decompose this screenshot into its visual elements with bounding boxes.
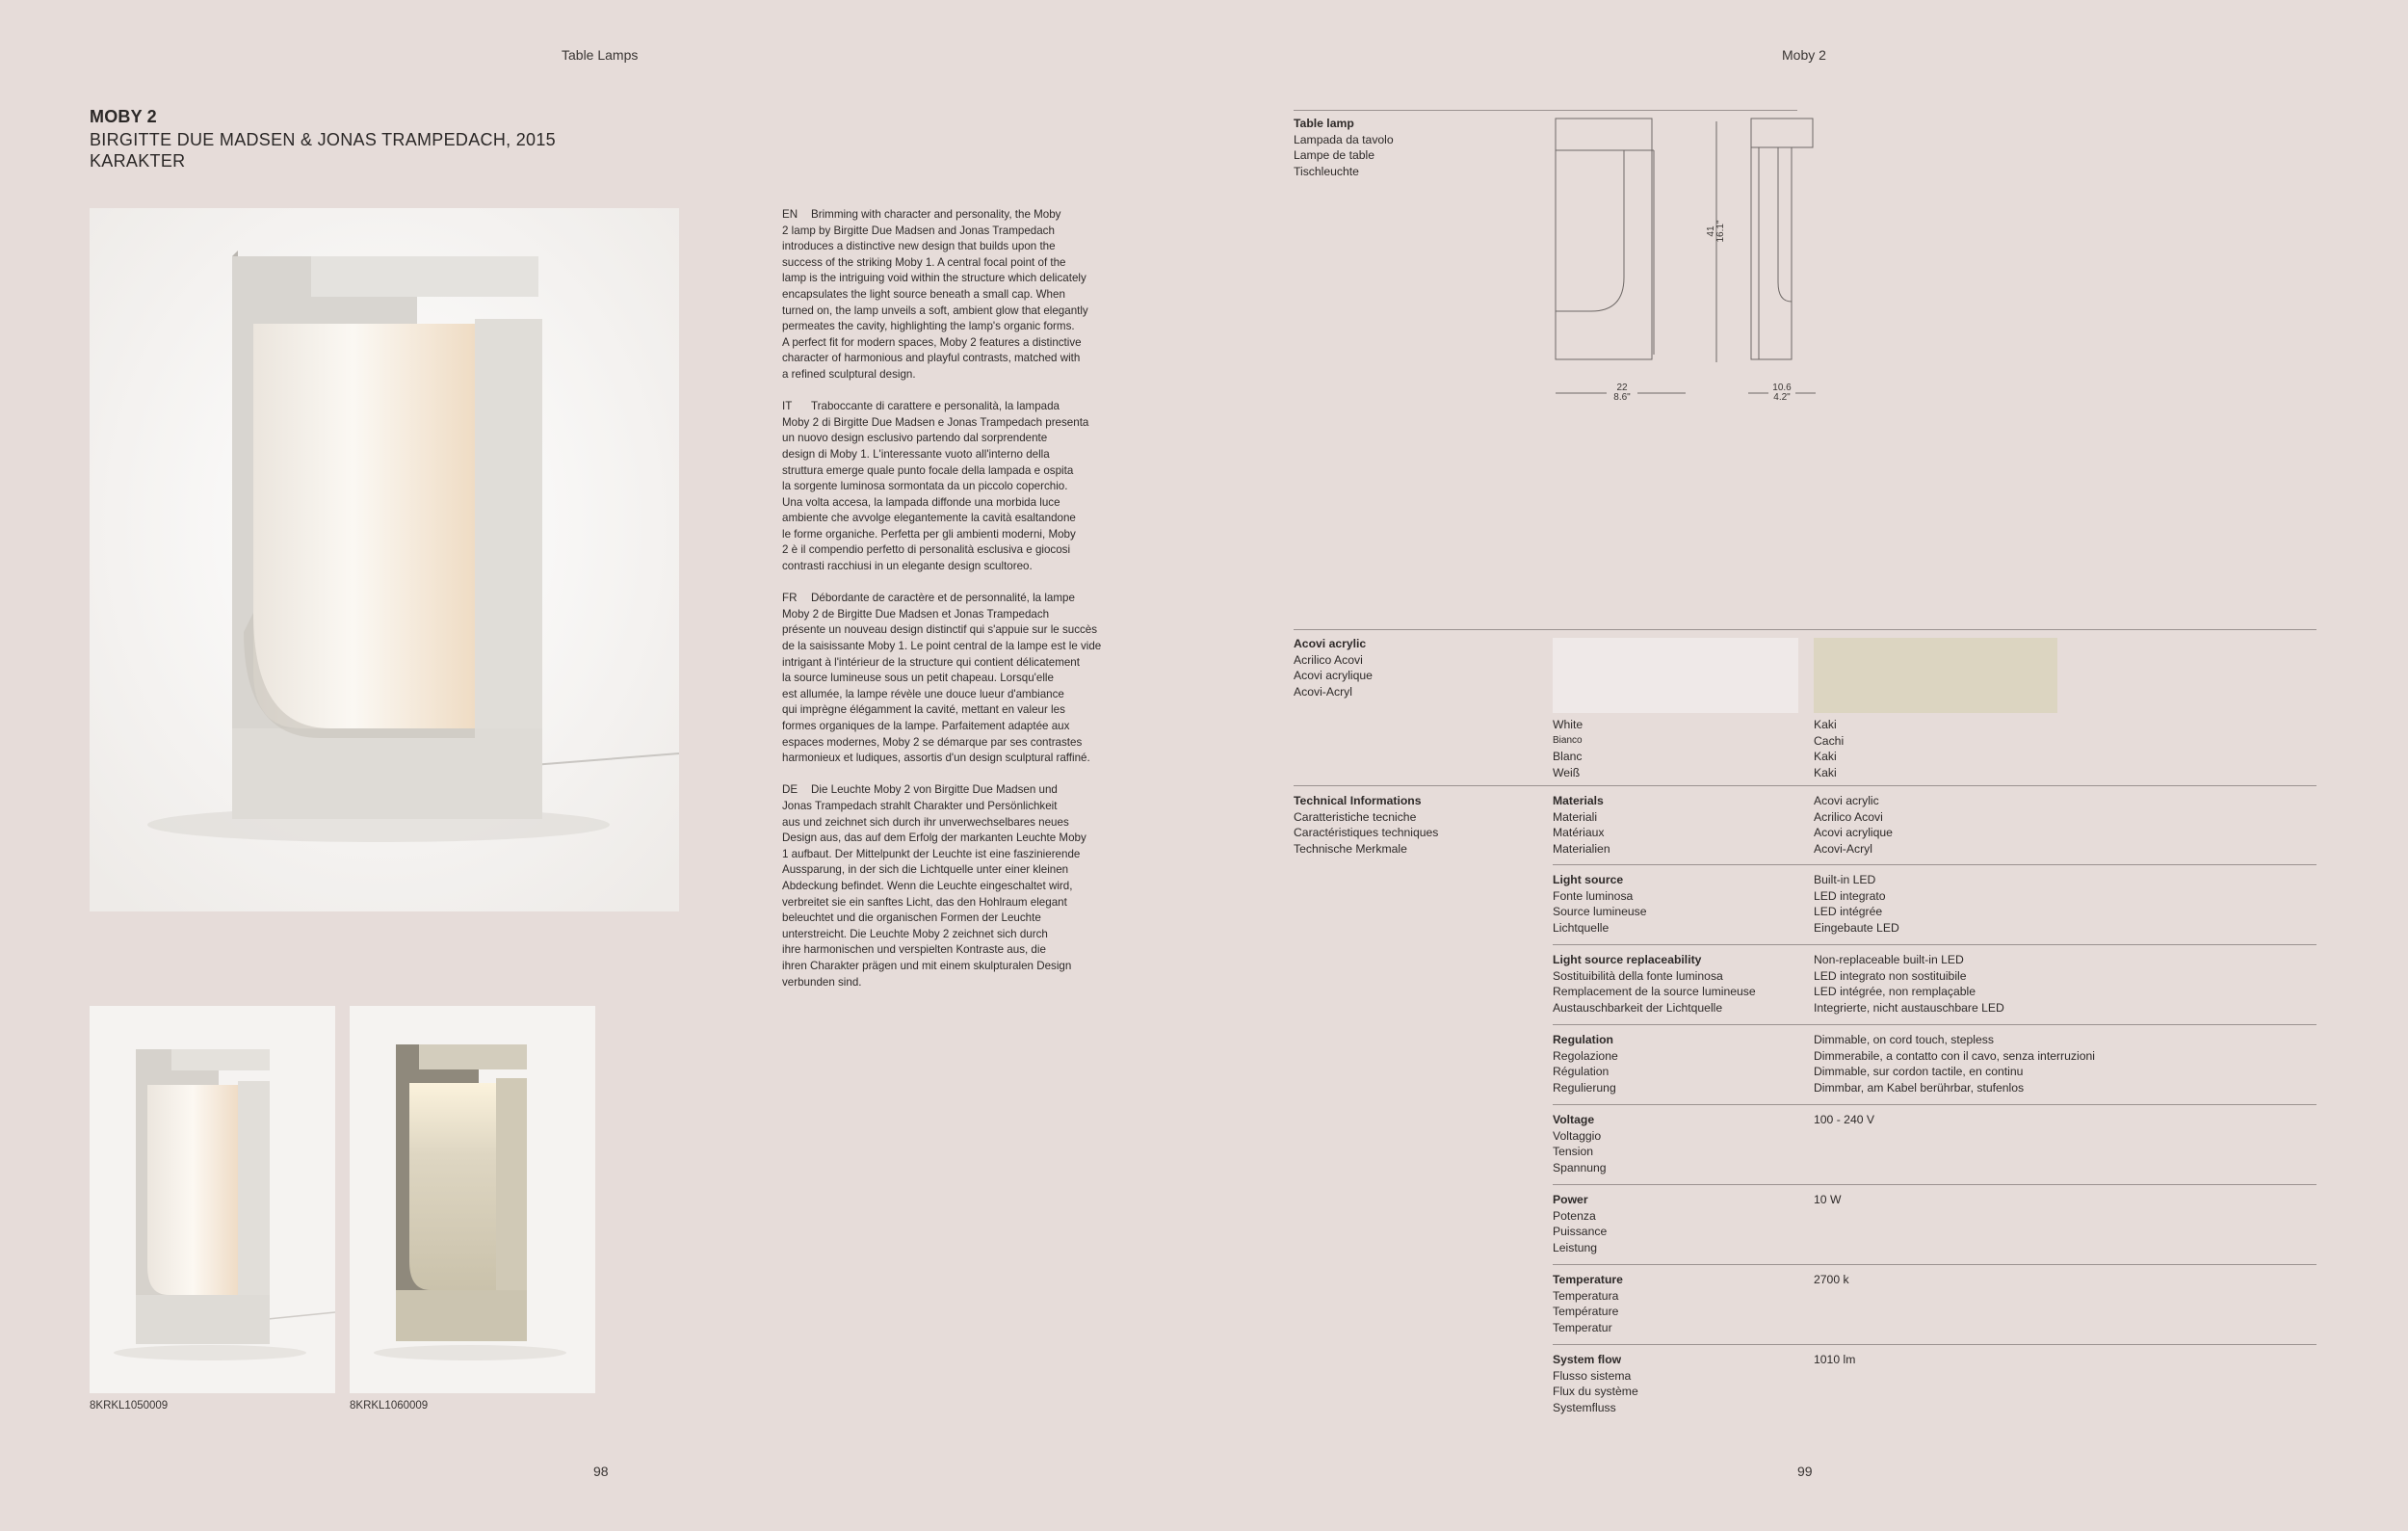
tech-divider: [1294, 785, 2316, 786]
dim-depth-cm: 10.6: [1772, 383, 1792, 393]
desc-line: qui imprègne élégamment la cavité, mettant en valeur les: [782, 703, 1065, 717]
spec-value: LED integrato: [1814, 888, 1886, 903]
type-title: Table lamp: [1294, 117, 1354, 130]
desc-line: un nuovo design esclusivo partendo dal sorprendente: [782, 432, 1048, 445]
tech-line: Technische Merkmale: [1294, 841, 1407, 856]
dimension-drawing: [1541, 114, 1830, 412]
description-it: [782, 399, 1129, 575]
spec-label-group: [1553, 1272, 1623, 1335]
spec-value-group: [1814, 1032, 2095, 1095]
swatch-white-line: Blanc: [1553, 750, 1583, 764]
spec-label-group: [1553, 1192, 1607, 1255]
desc-line: Moby 2 de Birgitte Due Madsen et Jonas Trampedach: [782, 607, 1050, 620]
spec-sub: Materialien: [1553, 841, 1610, 856]
spec-value: LED intégrée: [1814, 905, 1883, 919]
spec-temperature: [1553, 1272, 2316, 1352]
swatch-white-labels: [1553, 717, 1583, 780]
lang-code: EN: [782, 208, 798, 221]
lang-code: IT: [782, 400, 793, 413]
spec-sub: Sostituibilità della fonte luminosa: [1553, 968, 1723, 983]
desc-line: struttura emerge quale punto focale della lampada e ospita: [782, 463, 1074, 477]
spec-sub: Remplacement de la source lumineuse: [1553, 985, 1756, 999]
spec-label: Temperature: [1553, 1273, 1623, 1286]
desc-line: verbunden sind.: [782, 975, 862, 989]
finish-line: Acovi acrylique: [1294, 669, 1373, 683]
spec-sub: Tension: [1553, 1145, 1594, 1159]
desc-line: est allumée, la lampe révèle une douce lueur d'ambiance: [782, 687, 1064, 700]
spec-system-flow: [1553, 1352, 2316, 1432]
top-divider: [1294, 110, 1797, 111]
swatch-kaki[interactable]: [1814, 638, 2057, 713]
spec-regulation: [1553, 1032, 2316, 1112]
desc-line: lamp is the intriguing void within the structure which delicately: [782, 272, 1086, 285]
desc-line: Die Leuchte Moby 2 von Birgitte Due Madsen und: [811, 783, 1058, 797]
dim-width-label: [1593, 383, 1651, 403]
spec-value: Acrilico Acovi: [1814, 809, 1883, 824]
desc-line: 2 lamp by Birgitte Due Madsen and Jonas Trampedach: [782, 224, 1055, 237]
right-running-header: Moby 2: [1782, 47, 1826, 63]
swatch-white[interactable]: [1553, 638, 1798, 713]
spec-value-group: [1814, 1272, 1849, 1288]
desc-line: unterstreicht. Die Leuchte Moby 2 zeichnet sich durch: [782, 927, 1048, 940]
desc-line: turned on, the lamp unveils a soft, ambient glow that elegantly: [782, 304, 1088, 317]
desc-line: contrasti racchiusi in un elegante design scultoreo.: [782, 560, 1033, 573]
spec-label-group: [1553, 1032, 1618, 1095]
spec-value: Dimmerabile, a contatto con il cavo, senza interruzioni: [1814, 1048, 2095, 1063]
spec-value: Dimmbar, am Kabel berührbar, stufenlos: [1814, 1080, 2025, 1095]
spec-sub: Spannung: [1553, 1160, 1607, 1175]
desc-line: espaces modernes, Moby 2 se démarque par ses contrastes: [782, 735, 1083, 749]
spec-sub: Voltaggio: [1553, 1128, 1602, 1143]
dim-height-label: [1707, 202, 1726, 260]
variant-photo-white: [90, 1006, 335, 1393]
desc-line: de la saisissante Moby 1. Le point central de la lampe est le vide: [782, 640, 1102, 653]
desc-line: character of harmonious and playful contrasts, matched with: [782, 352, 1081, 365]
desc-line: le forme organiche. Perfetta per gli ambienti moderni, Moby: [782, 527, 1076, 541]
spec-divider: [1553, 944, 2316, 945]
spec-label: Voltage: [1553, 1113, 1595, 1126]
type-line: Tischleuchte: [1294, 164, 1359, 178]
spec-value: 1010 lm: [1814, 1353, 1856, 1366]
spec-value: 100 - 240 V: [1814, 1113, 1875, 1126]
spec-value-group: [1814, 793, 1893, 857]
spec-sub: Regulierung: [1553, 1080, 1616, 1095]
lang-code: DE: [782, 783, 798, 797]
desc-line: ihre harmonischen und verspielten Kontraste aus, die: [782, 943, 1046, 957]
tech-block: [1294, 793, 1438, 857]
desc-line: A perfect fit for modern spaces, Moby 2 features a distinctive: [782, 335, 1082, 349]
spec-label-group: [1553, 1352, 1638, 1415]
desc-line: Brimming with character and personality, the Moby: [811, 208, 1061, 221]
description-column: [782, 207, 1129, 1007]
desc-line: Jonas Trampedach strahlt Charakter und Persönlichkeit: [782, 799, 1058, 812]
spec-label: Light source: [1553, 873, 1624, 886]
spec-sub: Matériaux: [1553, 826, 1605, 840]
spec-label-group: [1553, 872, 1647, 936]
spec-light-source: [1553, 872, 2316, 952]
spec-sub: Materiali: [1553, 809, 1598, 824]
desc-line: verbreitet sie ein sanftes Licht, das den Hohlraum elegant: [782, 895, 1067, 909]
spec-divider: [1553, 1024, 2316, 1025]
spec-value: Acovi-Acryl: [1814, 841, 1872, 856]
spec-divider: [1553, 1344, 2316, 1345]
type-line: Lampada da tavolo: [1294, 132, 1394, 146]
spec-label: Light source replaceability: [1553, 953, 1702, 966]
spec-sub: Potenza: [1553, 1208, 1596, 1223]
spec-label: Materials: [1553, 794, 1604, 807]
spec-sub: Fonte luminosa: [1553, 888, 1634, 903]
desc-line: intrigant à l'intérieur de la structure qui contient délicatement: [782, 655, 1080, 669]
swatch-white-line: Bianco: [1553, 734, 1583, 746]
finish-line: Acovi-Acryl: [1294, 684, 1352, 699]
spec-materials: [1553, 793, 2316, 873]
sku-kaki: 8KRKL1060009: [350, 1400, 429, 1412]
spec-sub: Temperatura: [1553, 1288, 1619, 1303]
swatch-white-name: White: [1553, 718, 1584, 731]
spec-sub: Lichtquelle: [1553, 920, 1610, 935]
spec-label: Power: [1553, 1193, 1588, 1206]
spec-value-group: [1814, 1192, 1841, 1208]
dim-height-cm: 41: [1706, 225, 1716, 237]
desc-line: design di Moby 1. L'interessante vuoto all'interno della: [782, 447, 1050, 461]
desc-line: Aussparung, in der sich die Lichtquelle unter einer kleinen: [782, 863, 1069, 877]
designers-line: BIRGITTE DUE MADSEN & JONAS TRAMPEDACH, 2015: [90, 130, 556, 149]
swatch-kaki-line: Kaki: [1814, 765, 1837, 779]
spec-value: 10 W: [1814, 1193, 1842, 1206]
description-en: [782, 207, 1129, 383]
desc-line: Abdeckung befindet. Wenn die Leuchte eingeschaltet wird,: [782, 879, 1073, 892]
desc-line: ihren Charakter prägen und mit einem skulpturalen Design: [782, 959, 1072, 972]
spec-divider: [1553, 1104, 2316, 1105]
finish-divider: [1294, 629, 2316, 630]
tech-title: Technical Informations: [1294, 794, 1422, 807]
spec-value-group: [1814, 952, 2004, 1016]
spec-sub: Source lumineuse: [1553, 905, 1647, 919]
desc-line: la sorgente luminosa sormontata da un piccolo coperchio.: [782, 480, 1068, 493]
finish-title: Acovi acrylic: [1294, 637, 1367, 650]
spec-divider: [1553, 1184, 2316, 1185]
lang-code: FR: [782, 592, 798, 605]
dim-width-cm: 22: [1616, 383, 1628, 393]
spec-value: 2700 k: [1814, 1273, 1849, 1286]
spec-label: Regulation: [1553, 1033, 1613, 1046]
product-title: MOBY 2: [90, 107, 157, 126]
dim-width-in: 8.6": [1613, 392, 1631, 403]
spec-label-group: [1553, 1112, 1607, 1175]
swatch-white-line: Weiß: [1553, 765, 1581, 779]
spec-label-group: [1553, 952, 1756, 1016]
desc-line: success of the striking Moby 1. A central focal point of the: [782, 255, 1066, 269]
main-product-photo: [90, 208, 679, 911]
swatch-kaki-line: Kaki: [1814, 750, 1837, 764]
dim-depth-label: [1753, 383, 1811, 403]
swatch-kaki-name: Kaki: [1814, 718, 1837, 731]
left-running-header: Table Lamps: [562, 47, 639, 63]
desc-line: aus und zeichnet sich durch ihr unverwechselbares neues: [782, 815, 1069, 829]
desc-line: la source lumineuse sous un petit chapeau. Lorsqu'elle: [782, 672, 1054, 685]
desc-line: Traboccante di carattere e personalità, la lampada: [811, 400, 1060, 413]
desc-line: Una volta accesa, la lampada diffonde una morbida luce: [782, 495, 1060, 509]
spec-divider: [1553, 864, 2316, 865]
right-page-number: 99: [1797, 1464, 1813, 1479]
desc-line: introduces a distinctive new design that builds upon the: [782, 240, 1056, 253]
brand-name: KARAKTER: [90, 151, 186, 171]
type-line: Lampe de table: [1294, 148, 1375, 163]
spec-sub: Temperatur: [1553, 1320, 1612, 1334]
finish-line: Acrilico Acovi: [1294, 652, 1363, 667]
left-page-number: 98: [593, 1464, 609, 1479]
finish-block: [1294, 636, 1373, 700]
desc-line: présente un nouveau design distinctif qui s'appuie sur le succès: [782, 623, 1098, 637]
spec-value: Acovi acrylic: [1814, 794, 1879, 807]
spec-sub: Leistung: [1553, 1240, 1598, 1254]
spec-voltage: [1553, 1112, 2316, 1192]
desc-line: beleuchtet und die organischen Formen der Leuchte: [782, 911, 1041, 925]
spec-value: Built-in LED: [1814, 873, 1876, 886]
desc-line: Débordante de caractère et de personnalité, la lampe: [811, 592, 1075, 605]
spec-value: Acovi acrylique: [1814, 826, 1893, 840]
type-block: [1294, 116, 1394, 179]
description-de: [782, 782, 1129, 990]
description-fr: [782, 591, 1129, 767]
desc-line: permeates the cavity, highlighting the lamp's organic forms.: [782, 320, 1075, 333]
desc-line: 2 è il compendio perfetto di personalità esclusiva e giocosi: [782, 543, 1071, 557]
spec-value: Dimmable, sur cordon tactile, en continu: [1814, 1065, 2024, 1079]
dim-height-in: 16.1": [1715, 220, 1726, 243]
dim-depth-in: 4.2": [1773, 392, 1791, 403]
spec-sub: Systemfluss: [1553, 1400, 1616, 1414]
sku-white: 8KRKL1050009: [90, 1400, 169, 1412]
desc-line: ambiente che avvolge elegantemente la cavità esaltandone: [782, 512, 1076, 525]
desc-line: Moby 2 di Birgitte Due Madsen e Jonas Trampedach presenta: [782, 415, 1089, 429]
swatch-kaki-labels: [1814, 717, 1844, 780]
spec-sub: Flux du système: [1553, 1385, 1638, 1399]
swatch-kaki-line: Cachi: [1814, 733, 1845, 748]
spec-value: Non-replaceable built-in LED: [1814, 953, 1964, 966]
desc-line: Design aus, das auf dem Erfolg der markanten Leuchte Moby: [782, 831, 1086, 845]
spec-sub: Puissance: [1553, 1225, 1608, 1239]
spec-label: System flow: [1553, 1353, 1622, 1366]
spec-sub: Flusso sistema: [1553, 1368, 1632, 1383]
desc-line: harmonieux et ludiques, assortis d'un design sculptural raffiné.: [782, 752, 1090, 765]
desc-line: 1 aufbaut. Der Mittelpunkt der Leuchte ist eine faszinierende: [782, 847, 1081, 860]
spec-sub: Régulation: [1553, 1065, 1610, 1079]
desc-line: formes organiques de la lampe. Parfaitement adaptée aux: [782, 720, 1070, 732]
spec-sub: Austauschbarkeit der Lichtquelle: [1553, 1000, 1723, 1015]
spec-sub: Température: [1553, 1305, 1619, 1319]
spec-value: LED integrato non sostituibile: [1814, 968, 1967, 983]
spec-sub: Regolazione: [1553, 1048, 1618, 1063]
spec-value: Eingebaute LED: [1814, 920, 1899, 935]
spec-value-group: [1814, 1352, 1855, 1368]
spec-value: Dimmable, on cord touch, stepless: [1814, 1033, 1994, 1046]
spec-value: LED intégrée, non remplaçable: [1814, 985, 1976, 999]
spec-power: [1553, 1192, 2316, 1272]
variant-photo-kaki: [350, 1006, 595, 1393]
spec-value-group: [1814, 1112, 1874, 1128]
spec-replaceability: [1553, 952, 2316, 1032]
tech-line: Caractéristiques techniques: [1294, 826, 1439, 840]
spec-divider: [1553, 1264, 2316, 1265]
desc-line: a refined sculptural design.: [782, 367, 916, 381]
desc-line: encapsulates the light source beneath a small cap. When: [782, 287, 1065, 301]
tech-line: Caratteristiche tecniche: [1294, 809, 1417, 824]
spec-value-group: [1814, 872, 1899, 936]
spec-value: Integrierte, nicht austauschbare LED: [1814, 1000, 2004, 1015]
spec-label-group: [1553, 793, 1610, 857]
